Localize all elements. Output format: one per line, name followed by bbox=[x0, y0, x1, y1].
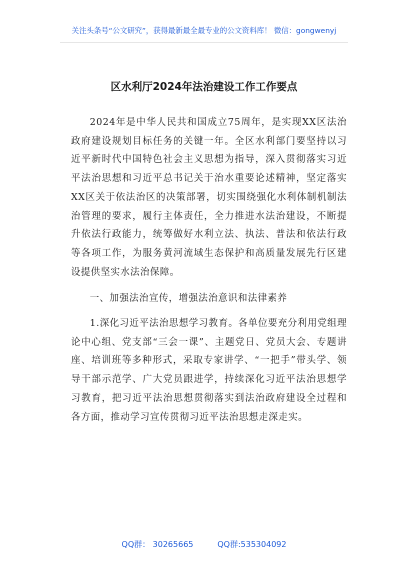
header-divider bbox=[60, 42, 348, 43]
document-title: 区水利厅2024年法治建设工作工作要点 bbox=[110, 81, 298, 93]
footer-qq-group-1[interactable]: QQ群： 30265665 bbox=[121, 540, 194, 549]
footer-qq-group-2[interactable]: QQ群:535304092 bbox=[217, 540, 287, 549]
intro-paragraph: 2024年是中华人民共和国成立75周年，是实现XX区法治政府建设规划目标任务的关键一年。全区水利部门要坚持以习近平新时代中国特色社会主义思想为指导，深入贯彻落实习近平法治思想和习近平总书记关于治水重要论述精神，坚定落实XX区关于依法治区的决策部署，切实围绕强化水利体制机制法治管理的要求，履行主体责任，全力推进水法治建设，不断提升依法行政能力，统筹做好水利立法、执法、普法和依法行政等各项工作，为服务黄河流域生态保护和高质量发展先行区建设提供坚实水法治保障。 bbox=[71, 117, 347, 278]
section-heading: 一、加强法治宣传，增强法治意识和法律素养 bbox=[89, 293, 288, 305]
footer bbox=[0, 539, 408, 551]
document-body bbox=[71, 114, 347, 427]
section-paragraph: 1.深化习近平法治思想学习教育。各单位要充分利用党组理论中心组、党支部“三会一课”、主题党日、党员大会、专题讲座、培训班等多种形式，采取专家讲学、“一把手”带头学、领导干部示范学、广大党员跟进学，持续深化习近平法治思想学习教育，把习近平法治思想贯彻落实到法治政府建设全过程和各方面，推动学习宣传贯彻习近平法治思想走深走实。 bbox=[71, 318, 347, 423]
promo-banner[interactable]: 关注头条号“公文研究”，获得最新最全最专业的公文资料库！ 微信：gongwenyj bbox=[71, 26, 337, 35]
